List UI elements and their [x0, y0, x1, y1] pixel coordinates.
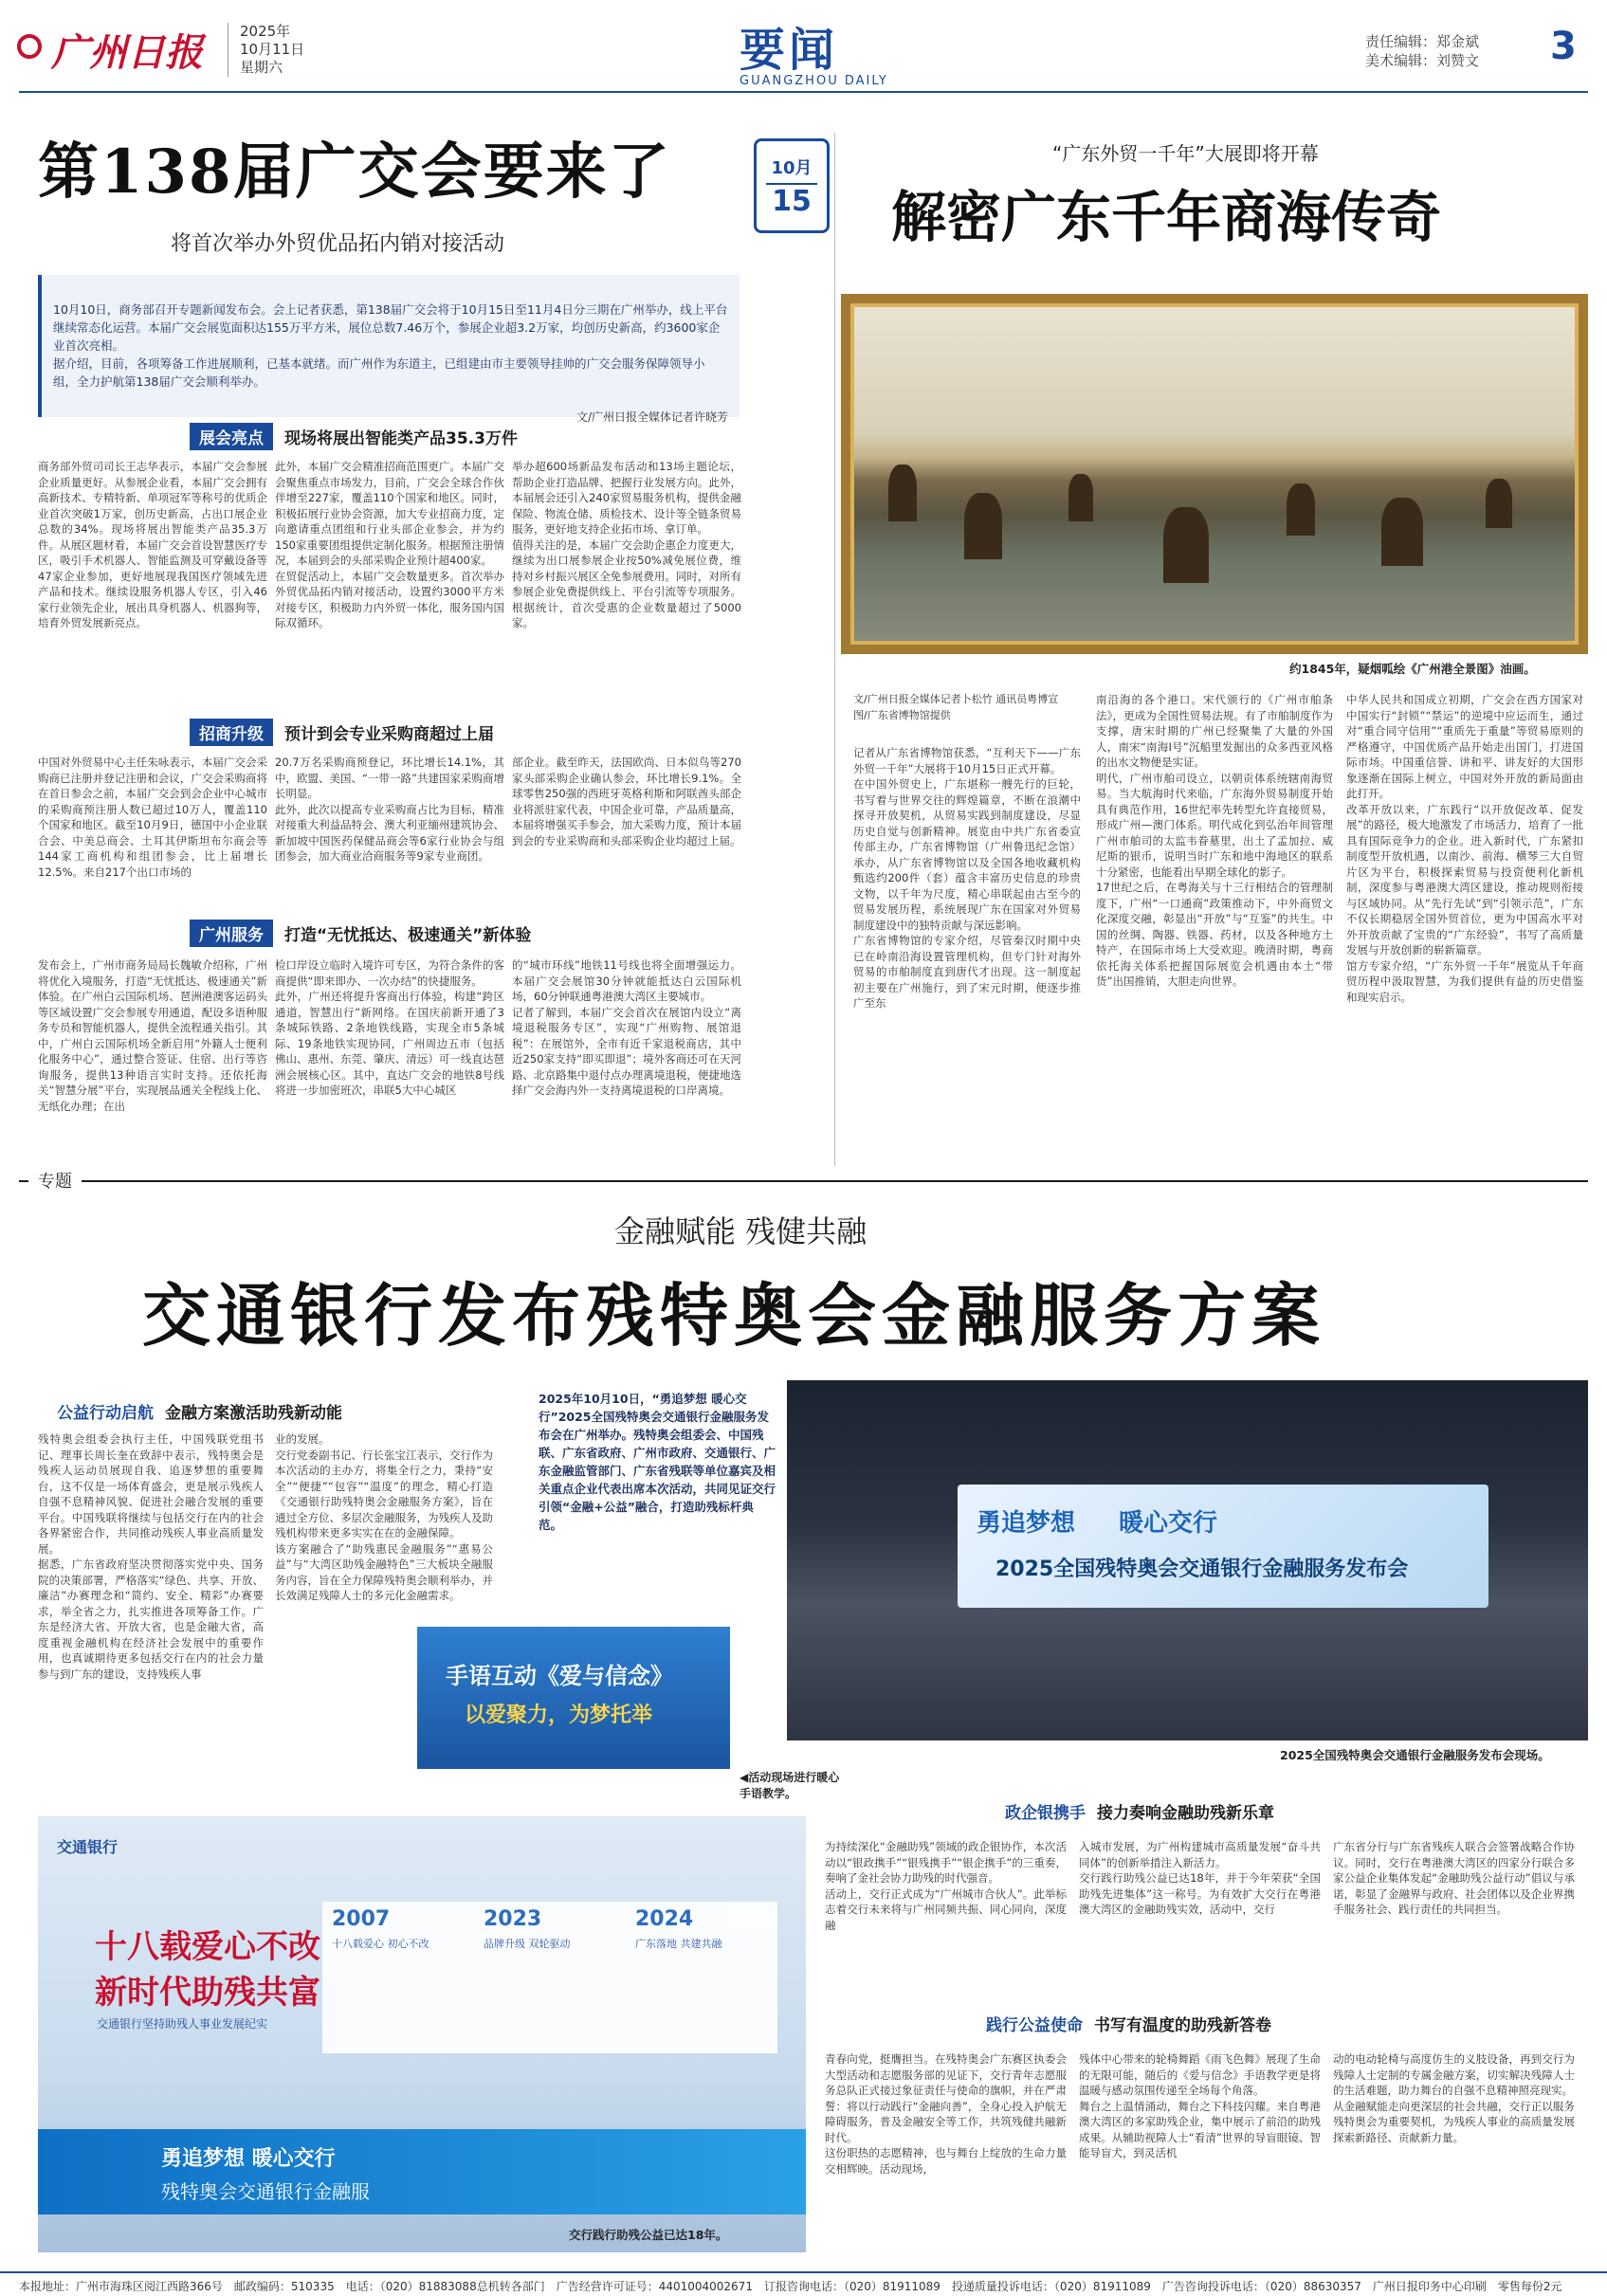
- anniversary-caption: 交行践行助残公益已达18年。: [569, 2228, 728, 2242]
- section-heading-1: 展会亮点 现场将展出智能类产品35.3万件: [190, 423, 518, 450]
- harbor-painting: [841, 294, 1588, 654]
- masthead-rule: [19, 91, 1588, 93]
- sign-language-photo: 手语互动《爱与信念》 以爱聚力，为梦托举: [417, 1627, 730, 1769]
- left-deck: 将首次举办外贸优品拓内销对接活动: [171, 232, 505, 256]
- article-column: 残体中心带来的轮椅舞蹈《雨飞色舞》展现了生命的无限可能，随后的《爱与信念》手语教学更是将温暖与感动氛围传递至全场每个角落。 舞台之上温情涌动，舞台之下科技闪耀。来自粤港澳大湾区的多家助残企业，集中展示了前沿的助残成果。从辅助视障人士“看清”世界的导盲眼镜、智能导盲犬，到灵活机: [1079, 2052, 1321, 2159]
- section-title: 要闻: [740, 24, 839, 77]
- feature-label: 专题: [28, 1168, 82, 1193]
- article-column: 南沿海的各个港口。宋代颁行的《广州市舶条法》，更成为全国性贸易法规。有了市舶制度作为支撑，唐宋时期的广州已经聚集了大量的外国人，南宋“南海Ⅰ号”沉船里发掘出的众多西亚风格的出水文物便是实证。 明代，广州市舶司设立，以朝贡体系统辖南海贸易。当大航海时代来临，广东海外贸易制度开始具有典范作用，16世纪率先转型允许直接贸易，形成广州—澳门体系。明代成化到弘治年间管理广州市舶司的太监韦眷墓里，出土了孟加拉、威尼斯的银币，说明当时广东和地中海地区的联系十分紧密，也能看出早期全球化的影子。 17世纪之后，在粤海关与十三行相结合的管理制度下，广州“一口通商”政策推动下，中外商贸文化深度交融，彰显出“开放”与“互鉴”的共生。中国的丝绸、陶器、铁器、药材，以及各种地方土特产，在国际市场上大受欢迎。晚清时期，粤商依托海关体系把握国际展览会机遇由本土“带货”出国推销，大胆走向世界。: [1096, 693, 1333, 988]
- anniversary-photo: 交通银行 十八载爱心不改 新时代助残共富 交通银行坚持助残人事业发展纪实 2007 十八载爱心 初心不改 2023 品牌升级 双轮驱动 2024 广东落地 共建共融 勇追梦想 暖心交行 残特奥会交通银行金融服 交行践行助残公益已达18年。: [38, 1816, 806, 2252]
- article-column: 业的发展。 交行党委副书记、行长张宝江表示，交行作为本次活动的主办方，将集全行之力，秉持“安全”“便捷”“包容”“温度”的理念，精心打造《交通银行助残特奥会金融服务方案》，旨在通过全方位、多层次金融服务，为残疾人及助残机构带来更多实实在在的金融保障。 该方案融合了“助残惠民金融服务”“惠易公益”与“大湾区助残金融特色”三大板块全融服务内容，旨在全力保障残特奥会顺利举办，并长效满足残障人士的多元化金融需求。: [275, 1432, 493, 1602]
- section-heading-2: 招商升级 预计到会专业采购商超过上届: [190, 719, 494, 746]
- article-column: 20.7万名采购商预登记，环比增长14.1%，其中，欧盟、美国、“一带一路”共建国家采购商增长明显。 此外，此次以提高专业采购商占比为目标，精准对接重大利益品特会、澳大利亚缅州建筑协会、新加坡中国医药保健品商会等6家行业协会与组团参会，加大商业洽商服务等9家专业商团。: [275, 756, 504, 863]
- right-headline: 解密广东千年商海传奇: [891, 185, 1442, 249]
- issue-date: 2025年 10月11日 星期六: [228, 23, 304, 77]
- feature-kicker: 金融赋能 残健共融: [614, 1213, 867, 1249]
- feature-s3-heading: 践行公益使命 书写有温度的助残新答卷: [986, 2016, 1271, 2035]
- small-photo-caption: ◀活动现场进行暖心手语教学。: [740, 1771, 840, 1800]
- article-column: 中华人民共和国成立初期，广交会在西方国家对中国实行“封锁”“禁运”的逆境中应运而生，通过对“重合同守信用”“重质先于重量”等贸易原则的严格遵守，中国优质产品开始走出国门，打进国际市场。中国重信誉、讲和平、讲友好的大国形象逐渐在国际上树立，中国对外开放的新局面由此打开。 改革开放以来，广东践行“以开放促改革、促发展”的路径，极大地激发了市场活力，培育了一批具有国际竞争力的企业。进入新时代，广东紧扣制度型开放机遇，以南沙、前海、横琴三大自贸片区为平台，积极探索贸易与投资便利化新机制，深度参与粤港澳大湾区建设，推动规则衔接与区域协同。从“先行先试”到“引领示范”，广东不仅长期稳居全国外贸首位，更为中国高水平对外开放贡献了宝贵的“广东经验”，书写了高质量发展与开放创新的崭新篇章。 馆方专家介绍，“广东外贸一千年”展览从千年商贸历程中汲取智慧，为我们提供有益的历史借鉴和现实启示。: [1346, 693, 1583, 1004]
- article-column: 青春向党，挺膺担当。在残特奥会广东赛区执委会大型活动和志愿服务部的见证下，交行青年志愿服务总队正式接过象征责任与使命的旗帜，并在严肃誓：将以行动践行“金融向善”，全身心投入护航无障碍服务，普及金融安全等工作，共筑残健共融新时代。 这份职热的志愿精神，也与舞台上绽放的生命力量交相辉映。活动现场，: [825, 2052, 1067, 2176]
- article-column: 举办超600场新品发布活动和13场主题论坛，帮助企业打造品牌、把握行业发展方向。此外，本届展会还引入240家贸易服务机构，提供金融保险、物流仓储、质检技术、设计等全链条贸易服务，更好地支持企业拓市场、拿订单。 值得关注的是，本届广交会助企惠企力度更大，继续为出口展参展企业按50%减免展位费，维持对乡村振兴展区全免参展费用。同时，对所有参展企业免费提供线上、平台引流等专项服务。根据统计，首次受惠的企业数量超过了5000家。: [512, 460, 741, 629]
- paper-logo: 广州日报: [51, 30, 203, 75]
- article-column: 广东省分行与广东省残疾人联合会签署战略合作协议。同时，交行在粤港澳大湾区的四家分行联合多家公益企业集体发起“金融助残公益行动”倡议与承诺，彰显了金融界与政府、社会团体以及企业界携手服务社会、践行责任的共同担当。: [1333, 1840, 1575, 1916]
- article-column: 检口岸设立临时入境许可专区，为符合条件的客商提供“即来即办、一次办结”的快捷服务。 此外，广州还将提升客商出行体验，构建“跨区通道，智慧出行”新网络。在国庆前新开通了3条城际铁路、2条地铁线路，实现全市5条城际、19条地铁实现协同，广州周边五市（包括佛山、惠州、东莞、肇庆、清远）可一线直达琶洲会展核心区。其中，直达广交会的地铁8号线将进一步加密班次，串联5大中心城区: [275, 958, 504, 1097]
- section-subtitle: GUANGZHOU DAILY: [740, 74, 888, 88]
- article-column: 入城市发展，为广州构建城市高质量发展“奋斗共同体”的创新举措注入新活力。 交行践行助残公益已达18年，并于今年荣获“全国助残先进集体”这一称号。为有效扩大交行在粤港澳大湾区的金融助残实效，活动中，交行: [1079, 1840, 1321, 1916]
- article-column: 中国对外贸易中心主任朱咏表示，本届广交会采购商已注册并登记注册和会议，广交会采购商将在首日参会之前，本届广交会到会企业中心城市的采购商预注册人数已超过10万人，覆盖110个国家和地区。截至10月9日，德国中小企业联合会、中美总商会、土耳其伊斯坦布尔商会等144家工商机构和组团参会，比上届增长12.5%。来自217个出口市场的: [38, 756, 267, 879]
- feature-headline: 交通银行发布残特奥会金融服务方案: [142, 1275, 1326, 1356]
- bottom-banner: 勇追梦想 暖心交行 残特奥会交通银行金融服: [38, 2129, 806, 2214]
- column-divider: [834, 133, 835, 1166]
- right-kicker: “广东外贸一千年”大展即将开幕: [1052, 142, 1319, 165]
- right-byline: 文/广州日报全媒体记者卜松竹 通讯员粤博宣 图/广东省博物馆提供: [853, 693, 1059, 721]
- left-headline: 第138届广交会要来了: [38, 137, 671, 208]
- article-column: 发布会上，广州市商务局局长魏敏介绍称，广州将优化入境服务，打造“无忧抵达、极速通关”新体验。在广州白云国际机场、琶洲港澳客运码头等区域设置广交会参展专用通道，配设多语种服务专员和智能机器人，提供全流程通关指引。其中，广州白云国际机场全新启用“外籍人士便利化服务中心”，通过整合签证、住宿、出行等咨询服务，提供13种语言实时支持。还依托海关“智慧分展”平台，实现展品通关全程线上化、无纸化办理；在出: [38, 958, 267, 1113]
- feature-s1-heading: 公益行动启航 金融方案激活助残新动能: [57, 1404, 342, 1423]
- timeline-board: 2007 十八载爱心 初心不改 2023 品牌升级 双轮驱动 2024 广东落地 共建共融: [322, 1902, 777, 2053]
- footer: 本报地址：广州市海珠区阅江西路366号 邮政编码：510335 电话：（020）81883088总机转各部门 广告经营许可证号：4401004002671 订报咨询电话：（020）81911089 投递质量投诉电话：（020）81911089 广告咨询投诉电话：（020）88630357 广州日报印务中心印刷 零售每份2元: [0, 2271, 1607, 2296]
- article-column: 动的电动轮椅与高度仿生的义肢设备，再到交行为残障人士定制的专属金融方案，切实解决残障人士的生活难题，助力舞台的自强不息精神照亮现实。 从金融赋能走向更深层的社会共融，交行正以服务残特奥会为重要契机，为残疾人事业的高质量发展探索新路径、贡献新力量。: [1333, 2052, 1575, 2144]
- stage-screen: 勇追梦想 暖心交行 2025全国残特奥会交通银行金融服务发布会: [958, 1485, 1488, 1608]
- painting-caption: 约1845年，疑烟呱绘《广州港全景图》油画。: [1289, 662, 1536, 676]
- editors: 责任编辑：郑金斌 美术编辑：刘赞文: [1365, 33, 1480, 69]
- section-heading-3: 广州服务 打造“无忧抵达、极速通关”新体验: [190, 920, 531, 947]
- article-column: 的“城市环线”地铁11号线也将全面增强运力。本届广交会展馆30分钟就能抵达白云国际机场，60分钟联通粤港澳大湾区主要城市。 记者了解到，本届广交会首次在展馆内设立“离境退税服务专区”，实现“广州购物、展馆退税”：在展馆外，全市有近千家退税商店，其中近250家支持“即买即退”；境外客商还可在天河路、北京路集中退付点办理离境退税，便捷地选择广交会海内外一支持离境退税的口岸离境。: [512, 958, 741, 1097]
- article-column: 为持续深化“金融助残”领域的政企银协作，本次活动以“银政携手”“银残携手”“银企携手”的三重奏，奏响了金社会协力助残的时代强音。 活动上，交行正式成为“广州城市合伙人”。此举标志着交行未来将与广州同频共振、同心同向，深度融: [825, 1840, 1067, 1932]
- stage-photo: [787, 1380, 1588, 1740]
- article-column: 残特奥会组委会执行主任，中国残联党组书记、理事长周长奎在致辞中表示，残特奥会是残疾人运动员展现自我、追逐梦想的重要舞台，这不仅是一场体育盛会，更是展示残疾人自强不息精神风貌、促进社会融合发展的重要平台。中国残联将继续与包括交行在内的社会各界紧密合作，共同推动残疾人事业高质量发展。 据悉，广东省政府坚决贯彻落实党中央、国务院的决策部署，严格落实“绿色、共享、开放、廉洁”办赛理念和“简约、安全、精彩”办赛要求，举全省之力，扎实推进各项筹备工作。广东是经济大省、开放大省，也是金融大省，高度重视金融机构在经济社会发展中的重要作用，也真诚期待更多包括交行在内的社会力量参与到广东的建设，支持残疾人事: [38, 1432, 264, 1681]
- article-column: 部企业。截至昨天，法国欧尚、日本似鸟等270家头部采购企业确认参会，环比增长9.1%。全球零售250强的西班牙英格利斯和阿联酋头部企业将派驻家代表，中国企业可靠，产品质量高，本届将增强买手参会，加大采购力度，预计本届到会的专业采购商和头部采购企业均超过上届。: [512, 756, 741, 847]
- left-intro: 10月10日，商务部召开专题新闻发布会。会上记者获悉，第138届广交会将于10月15日至11月4日分三期在广州举办，线上平台继续常态化运营。本届广交会展览面积达155万平方米，展位总数7.46万个，参展企业超3.2万家，均创历史新高，约3600家企业首次亮相。 据介绍，目前，各项筹备工作进展顺利，已基本就绪。而广州作为东道主，已组建由市主要领导挂帅的广交会服务保障领导小组，全力护航第138届广交会顺利举办。 文/广州日报全媒体记者许晓芳: [38, 275, 740, 417]
- article-column: 商务部外贸司司长王志华表示，本届广交会参展企业质量更好。从参展企业看，本届广交会拥有高新技术、专精特新、单项冠军等称号的优质企业首次突破1万家，创历史新高，占出口展企业总数的34%。现场将展出智能类产品35.3万件。从展区题材看，本届广交会首设智慧医疗专区，吸引手术机器人、智能监测及可穿戴设备等47家企业参加，更好地展现我国医疗领域先进产品和技术。继续设服务机器人专区，引入46家行业领先企业，展出具身机器人、机器狗等，培育外贸发展新亮点。: [38, 460, 267, 629]
- date-badge: 10月 15: [754, 138, 830, 233]
- masthead: [0, 0, 1607, 87]
- feature-intro: 2025年10月10日，“勇追梦想 暖心交行”2025全国残特奥会交通银行金融服务发布会在广州举办。残特奥会组委会、中国残联、广东省政府、广州市政府、交通银行、广东金融监管部门、广东省残联等单位嘉宾及相关重点企业代表出席本次活动，共同见证交行引领“金融+公益”融合，打造助残标杆典范。: [539, 1392, 776, 1532]
- article-column: 此外，本届广交会精准招商范围更广。本届广交会聚焦重点市场发力，目前，广交会全球合作伙伴增至227家，覆盖110个国家和地区。同时，积极拓展行业协会资源，加大专业招商力度，定向邀请重点团组和行业头部企业参会，并为约150家重要团组提供定制化服务。根据预注册情况，本届到会的头部采购企业预计超400家。 在贸促活动上，本届广交会数量更多。首次举办外贸优品拓内销对接活动，设置约3000平方米对接专区，积极助力内外贸一体化，服务国内国际双循环。: [275, 460, 504, 629]
- feature-s2-heading: 政企银携手 接力奏响金融助残新乐章: [1005, 1804, 1274, 1823]
- article-column: 记者从广东省博物馆获悉，“互利天下——广东外贸一千年”大展将于10月15日正式开幕。 在中国外贸史上，广东堪称一艘先行的巨轮，书写着与世界交往的辉煌篇章，不断在浪潮中探寻开放契机，从贸易实践到制度建设，尽显历史自觉与创新精神。展览由中共广东省委宣传部主办，广东省博物馆（广州鲁迅纪念馆）承办，从广东省博物馆以及全国各地收藏机构甄选约200件（套）蕴含丰富历史信息的珍贵文物，以千年为尺度，精心串联起由古至今的贸易发展历程，系统展现广东在国家对外贸易制度建设中的独特贡献与深远影响。 广东省博物馆的专家介绍，尽管秦汉时期中央已在岭南沿海设置管理机构，但专门针对海外贸易的市舶制度直到唐代才出现。这一制度起初主要在广州施行，到了宋元时期，便逐步推广至东: [853, 746, 1081, 1010]
- page-number: 3: [1550, 25, 1577, 68]
- feature-divider: [19, 1180, 1588, 1182]
- logo-icon: [17, 34, 42, 59]
- stage-photo-caption: 2025全国残特奥会交通银行金融服务发布会现场。: [1280, 1748, 1550, 1762]
